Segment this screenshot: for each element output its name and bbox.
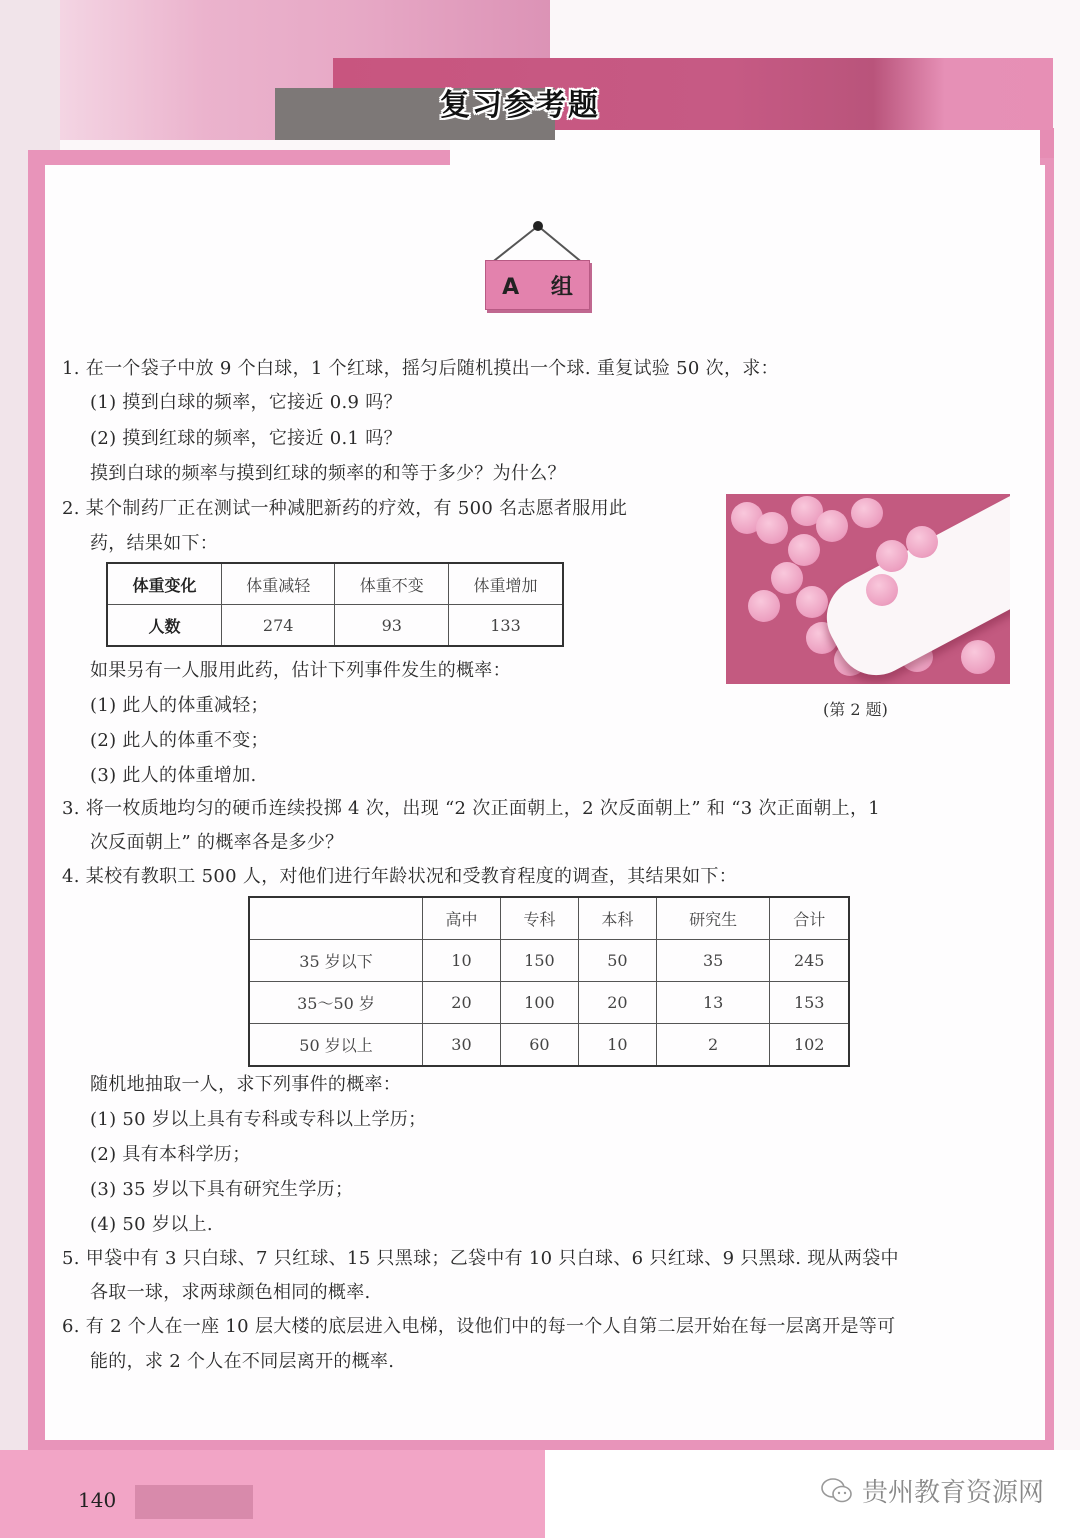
- table-cell: 20: [578, 982, 656, 1024]
- table-cell: 35～50 岁: [249, 982, 423, 1024]
- table-cell: 100: [500, 982, 578, 1024]
- table-header-cell: 本科: [578, 897, 656, 940]
- table-cell: 13: [656, 982, 770, 1024]
- table-cell: 50: [578, 940, 656, 982]
- table-row: [107, 605, 563, 647]
- table-cell: 10: [578, 1024, 656, 1067]
- table-cell: 30: [423, 1024, 501, 1067]
- page-number: 140: [78, 1488, 117, 1512]
- q4-follow: 随机地抽取一人，求下列事件的概率：: [90, 1074, 402, 1095]
- table-cell: 153: [770, 982, 849, 1024]
- table-header-cell: 专科: [500, 897, 578, 940]
- q1-stem: 1. 在一个袋子中放 9 个白球，1 个红球，摇匀后随机摸出一个球. 重复试验 50 次，求：: [62, 358, 779, 379]
- q3-line1: 3. 将一枚质地均匀的硬币连续投掷 4 次，出现 “2 次正面朝上，2 次反面朝上” 和 “3 次正面朝上，1: [62, 798, 881, 819]
- table-header-cell: [249, 897, 423, 940]
- group-a-sign: A 组: [485, 260, 590, 310]
- photo-caption: (第 2 题): [823, 700, 888, 719]
- q2-stem-line1: 2. 某个制药厂正在测试一种减肥新药的疗效，有 500 名志愿者服用此: [62, 498, 628, 519]
- pill-icon: [796, 586, 828, 618]
- table-cell: 35 岁以下: [249, 940, 423, 982]
- q1-part-1: (1) 摸到白球的频率，它接近 0.9 吗？: [90, 392, 402, 413]
- q3-line2: 次反面朝上” 的概率各是多少？: [90, 832, 344, 853]
- pill-icon: [961, 640, 995, 674]
- pill-icon: [866, 574, 898, 606]
- q2-part-1: (1) 此人的体重减轻；: [90, 695, 269, 716]
- table-cell: 245: [770, 940, 849, 982]
- q6-line2: 能的，求 2 个人在不同层离开的概率.: [90, 1351, 395, 1372]
- table-row: [107, 563, 563, 605]
- pill-icon: [876, 540, 908, 572]
- table-row: [249, 940, 849, 982]
- pill-icon: [771, 562, 803, 594]
- wechat-icon: [820, 1477, 854, 1505]
- pill-icon: [756, 512, 788, 544]
- table-cell: 体重不变: [335, 563, 449, 605]
- footer-decor-block: [135, 1485, 253, 1519]
- pill-icon: [851, 498, 883, 528]
- q5-line2: 各取一球，求两球颜色相同的概率.: [90, 1282, 371, 1303]
- watermark: [820, 1472, 1044, 1509]
- table-cell: 20: [423, 982, 501, 1024]
- q4-part-2: (2) 具有本科学历；: [90, 1144, 251, 1165]
- q4-part-1: (1) 50 岁以上具有专科或专科以上学历；: [90, 1109, 427, 1130]
- staff-survey-table: [248, 896, 850, 1067]
- q2-part-2: (2) 此人的体重不变；: [90, 730, 269, 751]
- weight-change-table: [106, 562, 564, 647]
- table-cell: 10: [423, 940, 501, 982]
- table-header-row: [249, 897, 849, 940]
- table-row: [249, 982, 849, 1024]
- table-cell: 体重增加: [449, 563, 563, 605]
- watermark-text: 贵州教育资源网: [862, 1478, 1045, 1508]
- table-cell: 133: [449, 605, 563, 647]
- table-cell: 人数: [107, 605, 221, 647]
- pill-icon: [906, 526, 938, 558]
- table-cell: 274: [221, 605, 335, 647]
- table-cell: 体重减轻: [221, 563, 335, 605]
- q2-part-3: (3) 此人的体重增加.: [90, 765, 257, 786]
- table-cell: 60: [500, 1024, 578, 1067]
- page-title: 复习参考题: [440, 88, 600, 123]
- q4-stem: 4. 某校有教职工 500 人，对他们进行年龄状况和受教育程度的调查，其结果如下：: [62, 866, 737, 887]
- table-cell: 35: [656, 940, 770, 982]
- table-header-cell: 合计: [770, 897, 849, 940]
- pill-icon: [748, 590, 780, 622]
- pill-icon: [788, 534, 820, 566]
- table-cell: 150: [500, 940, 578, 982]
- table-header-cell: 高中: [423, 897, 501, 940]
- table-header-cell: 研究生: [656, 897, 770, 940]
- q1-follow: 摸到白球的频率与摸到红球的频率的和等于多少？为什么？: [90, 463, 566, 484]
- pill-icon: [816, 510, 848, 542]
- table-cell: 93: [335, 605, 449, 647]
- q5-line1: 5. 甲袋中有 3 只白球、7 只红球、15 只黑球；乙袋中有 10 只白球、6 只红球、9 只黑球. 现从两袋中: [62, 1248, 899, 1269]
- q2-stem-line2: 药，结果如下：: [90, 533, 219, 554]
- pills-photo: [726, 494, 1010, 684]
- q6-line1: 6. 有 2 个人在一座 10 层大楼的底层进入电梯，设他们中的每一个人自第二层开始在每一层离开是等可: [62, 1316, 896, 1337]
- q4-part-4: (4) 50 岁以上.: [90, 1214, 213, 1235]
- table-row: [249, 1024, 849, 1067]
- q4-part-3: (3) 35 岁以下具有研究生学历；: [90, 1179, 354, 1200]
- table-cell: 102: [770, 1024, 849, 1067]
- table-cell: 体重变化: [107, 563, 221, 605]
- q1-part-2: (2) 摸到红球的频率，它接近 0.1 吗？: [90, 428, 402, 449]
- table-cell: 50 岁以上: [249, 1024, 423, 1067]
- q2-follow: 如果另有一人服用此药，估计下列事件发生的概率：: [90, 660, 511, 681]
- table-cell: 2: [656, 1024, 770, 1067]
